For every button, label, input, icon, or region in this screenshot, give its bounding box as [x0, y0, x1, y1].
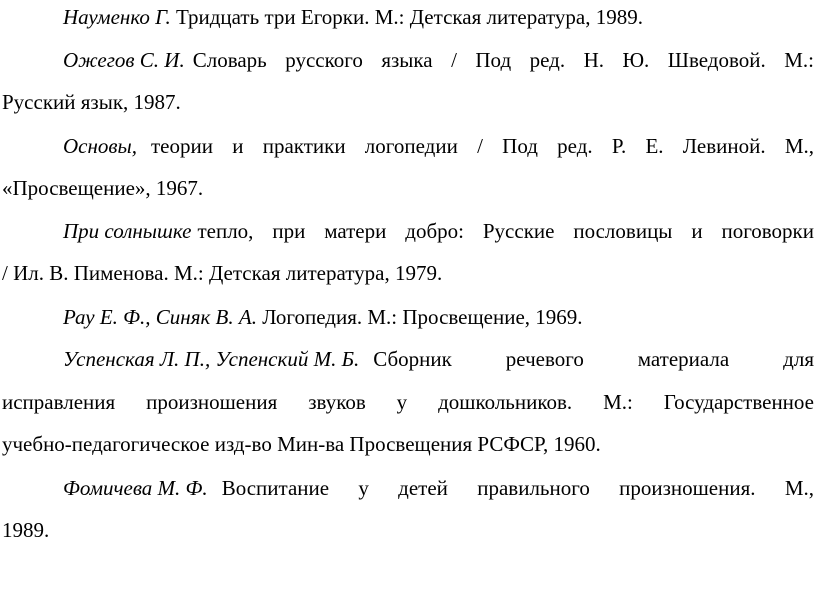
- entry-author: Науменко Г.: [63, 5, 176, 29]
- entry-first-line: [63, 47, 814, 73]
- entry-first-line: [63, 346, 814, 372]
- entry-continuation-line: «Просвещение», 1967.: [2, 176, 204, 200]
- entry-text: Тридцать три Егорки. М.: Детская литература, 1989.: [175, 5, 643, 29]
- entry-continuation-line: Русский язык, 1987.: [2, 90, 181, 114]
- entry-first-line: [63, 475, 814, 501]
- entry-first-line: [63, 4, 643, 30]
- entry-text: тепло, при матери добро: Русские пословицы и поговорки: [197, 219, 814, 243]
- entry-text: Воспитание у детей правильного произношения. М.,: [221, 476, 814, 500]
- entry-first-line: [63, 133, 814, 159]
- entry-continuation-line: 1989.: [2, 518, 50, 542]
- entry-continuation-line: исправления произношения звуков у дошкольников. М.: Государственное: [2, 390, 814, 414]
- entry-text: Словарь русского языка / Под ред. Н. Ю. Шведовой. М.:: [192, 48, 814, 72]
- entry-author: Успенская Л. П., Успенский М. Б.: [63, 347, 360, 371]
- entry-text: Логопедия. М.: Просвещение, 1969.: [262, 305, 583, 329]
- entry-author: Рау Е. Ф., Синяк В. А.: [63, 305, 263, 329]
- entry-author: При солнышке: [63, 219, 192, 243]
- entry-text: теории и практики логопедии / Под ред. Р. Е. Левиной. М.,: [151, 134, 814, 158]
- entry-continuation-line: учебно-педагогическое изд-во Мин-ва Просвещения РСФСР, 1960.: [2, 432, 601, 456]
- entry-continuation-line: / Ил. В. Пименова. М.: Детская литература, 1979.: [2, 261, 443, 285]
- entry-author: Фомичева М. Ф.: [63, 476, 208, 500]
- entry-author: Ожегов С. И.: [63, 48, 185, 72]
- entry-text: Сборник речевого материала для: [373, 347, 814, 371]
- entry-first-line: [63, 218, 814, 244]
- entry-author: Основы,: [63, 134, 137, 158]
- entry-first-line: [63, 304, 583, 330]
